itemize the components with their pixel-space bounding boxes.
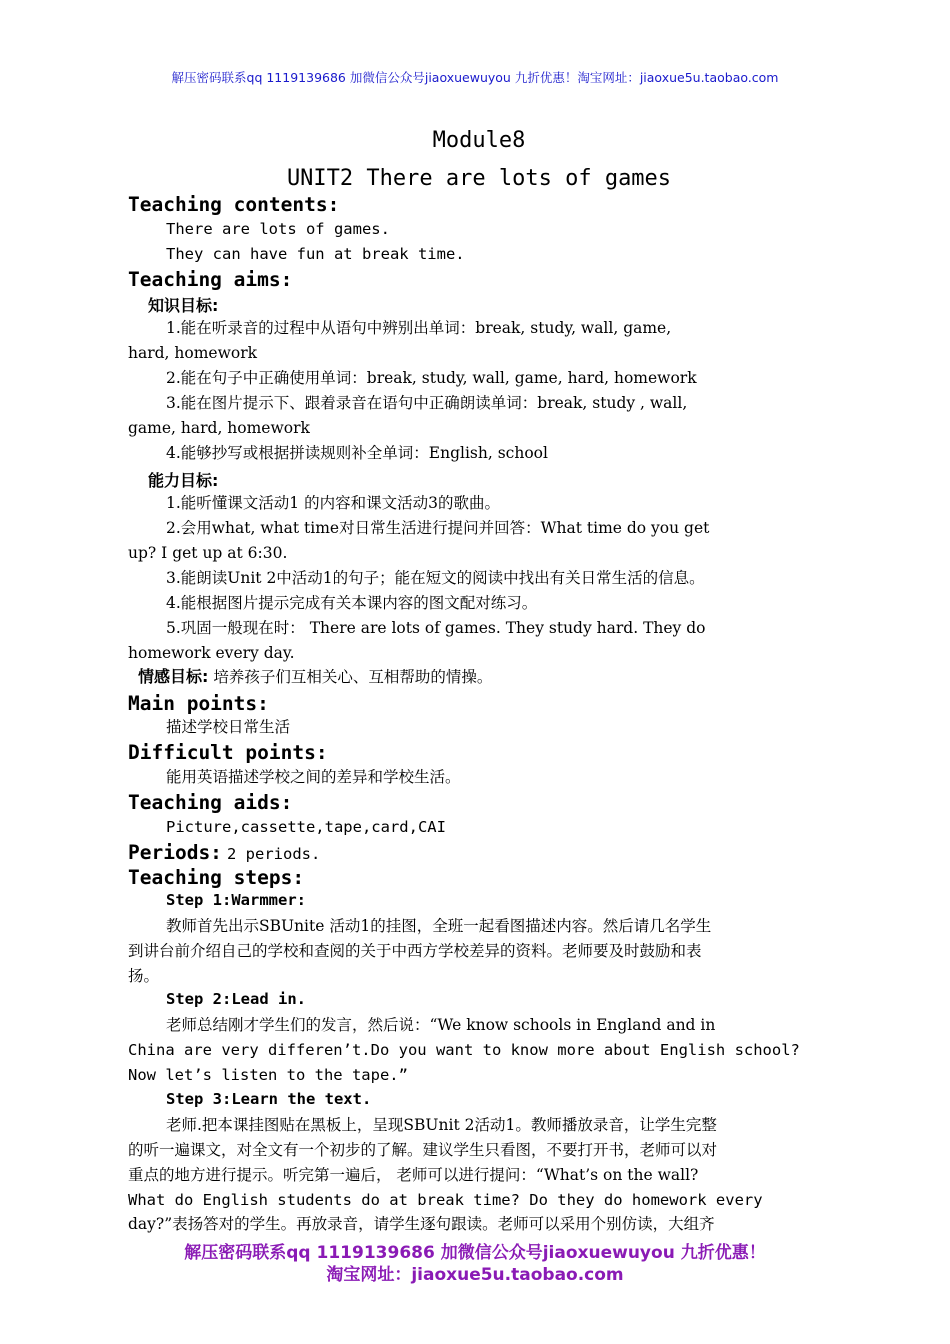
step3-title: Step 3:Learn the text. bbox=[166, 1090, 372, 1108]
emotion-aims bbox=[138, 667, 492, 687]
emotion-aims-heading: 情感目标: bbox=[138, 667, 209, 686]
periods bbox=[128, 841, 320, 864]
step2-title: Step 2:Lead in. bbox=[166, 990, 306, 1008]
ability-aim: 1.能听懂课文活动1 的内容和课文活动3的歌曲。 bbox=[166, 494, 500, 512]
page-title: Module8 bbox=[432, 128, 526, 153]
step-text: 重点的地方进行提示。听完第一遍后， 老师可以进行提问：“What’s on the wall? bbox=[128, 1166, 699, 1184]
step-text: Now let’s listen to the tape.” bbox=[128, 1066, 408, 1084]
ability-aim: up? I get up at 6:30. bbox=[128, 544, 288, 562]
footer-note-line2: 淘宝网址：jiaoxue5u.taobao.com bbox=[326, 1265, 624, 1285]
teaching-aids-heading: Teaching aids: bbox=[128, 791, 293, 814]
difficult-points-heading: Difficult points: bbox=[128, 741, 328, 764]
ability-aim: homework every day. bbox=[128, 644, 295, 662]
knowledge-aims-heading: 知识目标: bbox=[148, 296, 219, 315]
difficult-points-text: 能用英语描述学校之间的差异和学校生活。 bbox=[166, 768, 461, 786]
teaching-contents-heading: Teaching contents: bbox=[128, 193, 340, 216]
unit-title: UNIT2 There are lots of games bbox=[286, 166, 672, 191]
step-text: day?”表扬答对的学生。再放录音，请学生逐句跟读。老师可以采用个别仿读，大组齐 bbox=[128, 1215, 715, 1233]
main-points-heading: Main points: bbox=[128, 692, 269, 715]
content-line: They can have fun at break time. bbox=[166, 245, 465, 263]
knowledge-aim: 4.能够抄写或根据拼读规则补全单词：English, school bbox=[166, 444, 548, 462]
ability-aim: 4.能根据图片提示完成有关本课内容的图文配对练习。 bbox=[166, 594, 538, 612]
teaching-steps-heading: Teaching steps: bbox=[128, 866, 305, 889]
knowledge-aim: hard, homework bbox=[128, 344, 257, 362]
step-text: 的听一遍课文，对全文有一个初步的了解。建议学生只看图，不要打开书，老师可以对 bbox=[128, 1141, 718, 1159]
step-text: 扬。 bbox=[128, 967, 160, 985]
step-text: China are very differen’t.Do you want to know more about English school? bbox=[128, 1041, 800, 1059]
teaching-aids-text: Picture,cassette,tape,card,CAI bbox=[166, 818, 446, 836]
content-line: There are lots of games. bbox=[166, 220, 390, 238]
knowledge-aim: game, hard, homework bbox=[128, 419, 310, 437]
knowledge-aim: 1.能在听录音的过程中从语句中辨别出单词：break, study, wall, game, bbox=[166, 319, 672, 337]
step1-title: Step 1:Warmmer: bbox=[166, 891, 306, 909]
ability-aim: 2.会用what, what time对日常生活进行提问并回答：What time do you get bbox=[166, 519, 710, 537]
ability-aim: 3.能朗读Unit 2中活动1的句子；能在短文的阅读中找出有关日常生活的信息。 bbox=[166, 569, 705, 587]
step-text: 老师总结刚才学生们的发言，然后说：“We know schools in England and in bbox=[166, 1016, 716, 1034]
knowledge-aim: 3.能在图片提示下、跟着录音在语句中正确朗读单词：break, study , wall, bbox=[166, 394, 688, 412]
teaching-aims-heading: Teaching aims: bbox=[128, 268, 293, 291]
ability-aims-heading: 能力目标: bbox=[148, 471, 219, 490]
ability-aim: 5.巩固一般现在时： There are lots of games. They study hard. They do bbox=[166, 619, 706, 637]
periods-text: 2 periods. bbox=[227, 845, 321, 863]
periods-heading: Periods: bbox=[128, 841, 222, 864]
header-note: 解压密码联系qq 1119139686 加微信公众号jiaoxuewuyou 九折优惠！淘宝网址：jiaoxue5u.taobao.com bbox=[171, 70, 779, 85]
step-text: What do English students do at break time? Do they do homework every bbox=[128, 1191, 763, 1209]
emotion-aims-text: 培养孩子们互相关心、互相帮助的情操。 bbox=[213, 668, 493, 686]
knowledge-aim: 2.能在句子中正确使用单词：break, study, wall, game, hard, homework bbox=[166, 369, 697, 387]
step-text: 老师.把本课挂图贴在黑板上，呈现SBUnit 2活动1。教师播放录音，让学生完整 bbox=[166, 1116, 717, 1134]
step-text: 到讲台前介绍自己的学校和查阅的关于中西方学校差异的资料。老师要及时鼓励和表 bbox=[128, 942, 702, 960]
step-text: 教师首先出示SBUnite 活动1的挂图，全班一起看图描述内容。然后请几名学生 bbox=[166, 917, 712, 935]
main-points-text: 描述学校日常生活 bbox=[166, 718, 291, 736]
footer-note-line1: 解压密码联系qq 1119139686 加微信公众号jiaoxuewuyou 九折优惠！ bbox=[184, 1243, 766, 1263]
